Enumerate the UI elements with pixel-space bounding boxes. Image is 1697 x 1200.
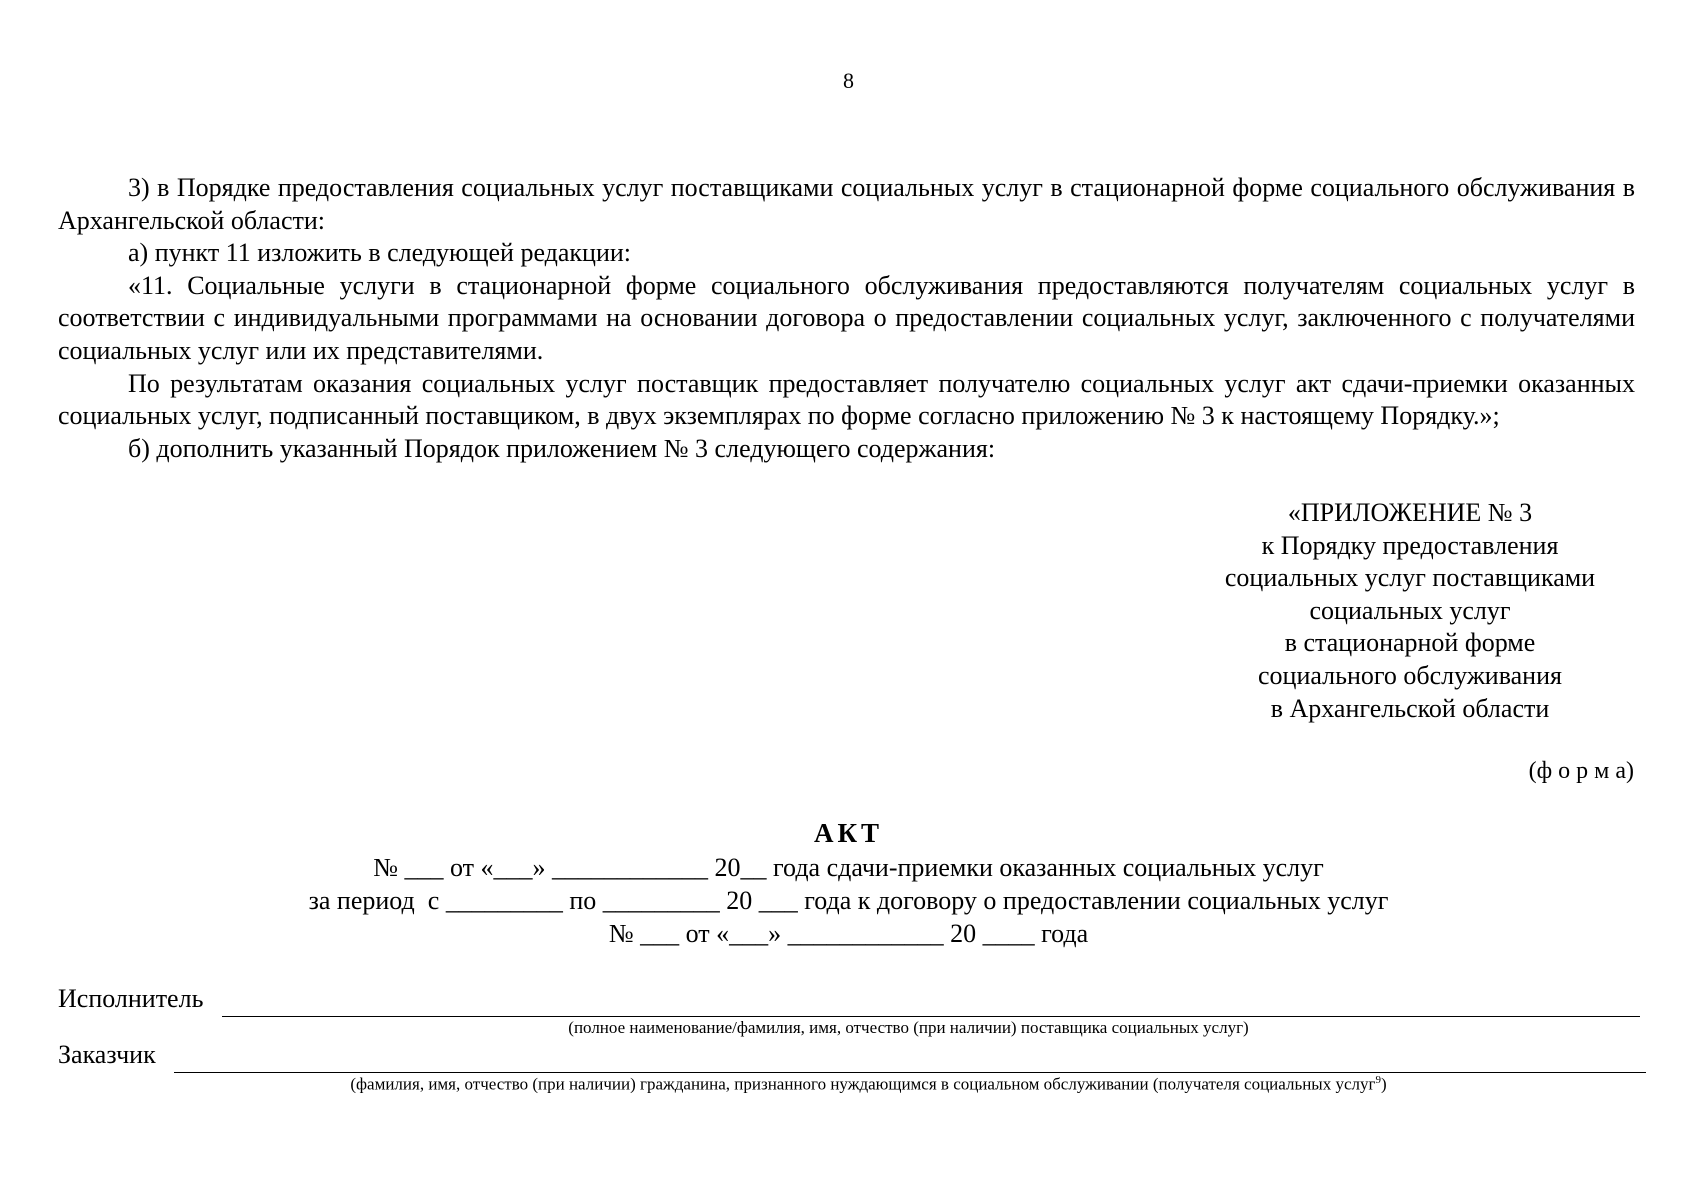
- act-title: АКТ: [813, 818, 884, 848]
- executor-field-line: [222, 1016, 1640, 1017]
- act-line-contract: № ___ от «___» ____________ 20 ____ года: [608, 919, 1089, 948]
- appendix-line: к Порядку предоставления: [1261, 530, 1559, 560]
- body-text: [58, 172, 1635, 465]
- appendix-line: социальных услуг: [1309, 595, 1511, 625]
- appendix-header: [1110, 497, 1697, 725]
- appendix-line: в стационарной форме: [1284, 628, 1536, 658]
- appendix-line: социальных услуг поставщиками: [1224, 563, 1596, 593]
- customer-field-line: [174, 1072, 1646, 1073]
- customer-caption-text: (фамилия, имя, отчество (при наличии) гражданина, признанного нуждающимся в социальном обслуживании (получателя социальных услуг: [350, 1074, 1376, 1094]
- paragraph-item-3: 3) в Порядке предоставления социальных услуг поставщиками социальных услуг в стационарной форме социального обслуживания в Архангельской области:: [58, 173, 1635, 235]
- act-line-period: за период с _________ по _________ 20 ___ года к договору о предоставлении социальных услуг: [308, 886, 1389, 915]
- customer-caption: [0, 1074, 1697, 1095]
- footnote-mark: 9: [1375, 1074, 1381, 1086]
- customer-label: Заказчик: [58, 1040, 156, 1069]
- appendix-line: социального обслуживания: [1258, 660, 1562, 690]
- form-label: (ф о р м а): [1528, 758, 1634, 784]
- appendix-line: «ПРИЛОЖЕНИЕ № 3: [1287, 498, 1533, 527]
- paragraph-act-results: По результатам оказания социальных услуг поставщик предоставляет получателю социальных услуг акт сдачи-приемки оказанных социальных услуг, подписанный поставщиком, в двух экземплярах по форме согласно приложению № 3 к настоящему Порядку.»;: [58, 368, 1635, 431]
- paragraph-point-11: «11. Социальные услуги в стационарной форме социального обслуживания предоставляются получателям социальных услуг в соответствии с индивидуальными программами на основании договора о предоставлении социальных услуг, заключенного с получателями социальных услуг или их представителями.: [58, 270, 1635, 365]
- paragraph-subitem-b: б) дополнить указанный Порядок приложением № 3 следующего содержания:: [128, 433, 996, 463]
- appendix-line: в Архангельской области: [1270, 693, 1550, 723]
- paragraph-subitem-a: а) пункт 11 изложить в следующей редакции:: [128, 238, 632, 268]
- page-number: 8: [843, 68, 854, 93]
- executor-caption: (полное наименование/фамилия, имя, отчество (при наличии) поставщика социальных услуг): [568, 1018, 1249, 1037]
- customer-caption-end: ): [1380, 1074, 1387, 1094]
- executor-label: Исполнитель: [58, 984, 204, 1013]
- act-line-number-date: № ___ от «___» ____________ 20__ года сдачи-приемки оказанных социальных услуг: [373, 853, 1324, 882]
